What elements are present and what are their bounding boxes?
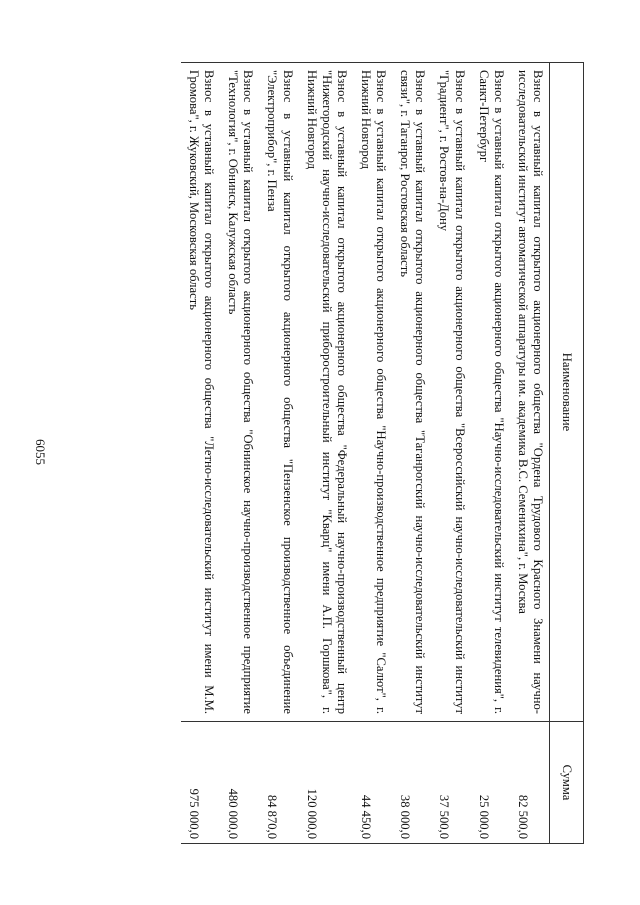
row-sum: 84 870,0 [259, 722, 298, 844]
row-sum: 44 450,0 [353, 722, 392, 844]
row-sum: 37 500,0 [431, 722, 470, 844]
table-row [510, 63, 550, 844]
row-sum: 38 000,0 [392, 722, 431, 844]
row-sum: 25 000,0 [471, 722, 510, 844]
table-row [181, 63, 220, 844]
table-row [431, 63, 470, 844]
table-row [392, 63, 431, 844]
row-name: Взнос в уставный капитал открытого акционерного общества "Научно-производственное предприятие "Салют", г. Нижний Новгород [353, 63, 392, 722]
budget-table [181, 62, 584, 844]
row-name: Взнос в уставный капитал открытого акционерного общества "Всероссийский научно-исследовательский институт "Градиент", г. Ростов-на-Дону [431, 63, 470, 722]
table-row [471, 63, 510, 844]
column-header-sum: Сумма [550, 722, 584, 844]
table-row [220, 63, 259, 844]
row-sum: 82 500,0 [510, 722, 550, 844]
row-sum: 120 000,0 [299, 722, 353, 844]
row-sum: 480 000,0 [220, 722, 259, 844]
row-name: Взнос в уставный капитал открытого акционерного общества "Ордена Трудового Красного Знамени научно-исследовательский институт автоматической аппаратуры им. академика В.С. Семенихина", г. Москва [510, 63, 550, 722]
table-row [353, 63, 392, 844]
column-header-name: Наименование [550, 63, 584, 722]
table-row [299, 63, 353, 844]
row-name: Взнос в уставный капитал открытого акционерного общества "Пензенское производственное объединение "Электроприбор", г. Пенза [259, 63, 298, 722]
table-row [259, 63, 298, 844]
row-name: Взнос в уставный капитал открытого акционерного общества "Научно-исследовательский институт телевидения", г. Санкт-Петербург [471, 63, 510, 722]
row-name: Взнос в уставный капитал открытого акционерного общества "Обнинское научно-производственное предприятие "Технология", г. Обнинск, Калужская область [220, 63, 259, 722]
budget-table-wrap [74, 62, 584, 843]
table-header-row [550, 63, 584, 844]
row-name: Взнос в уставный капитал открытого акционерного общества "Федеральный научно-производственный центр "Нижегородский научно-исследовательский приборостроительный институт "Кварц" имени А.П. Горшкова", г. Нижний Новгород [299, 63, 353, 722]
page-number: 6055 [33, 439, 48, 465]
row-sum: 975 000,0 [181, 722, 220, 844]
row-name: Взнос в уставный капитал открытого акционерного общества "Летно-исследовательский институт имени М.М. Громова", г. Жуковский, Московская область [181, 63, 220, 722]
row-name: Взнос в уставный капитал открытого акционерного общества "Таганрогский научно-исследовательский институт связи", г. Таганрог, Ростовская область [392, 63, 431, 722]
